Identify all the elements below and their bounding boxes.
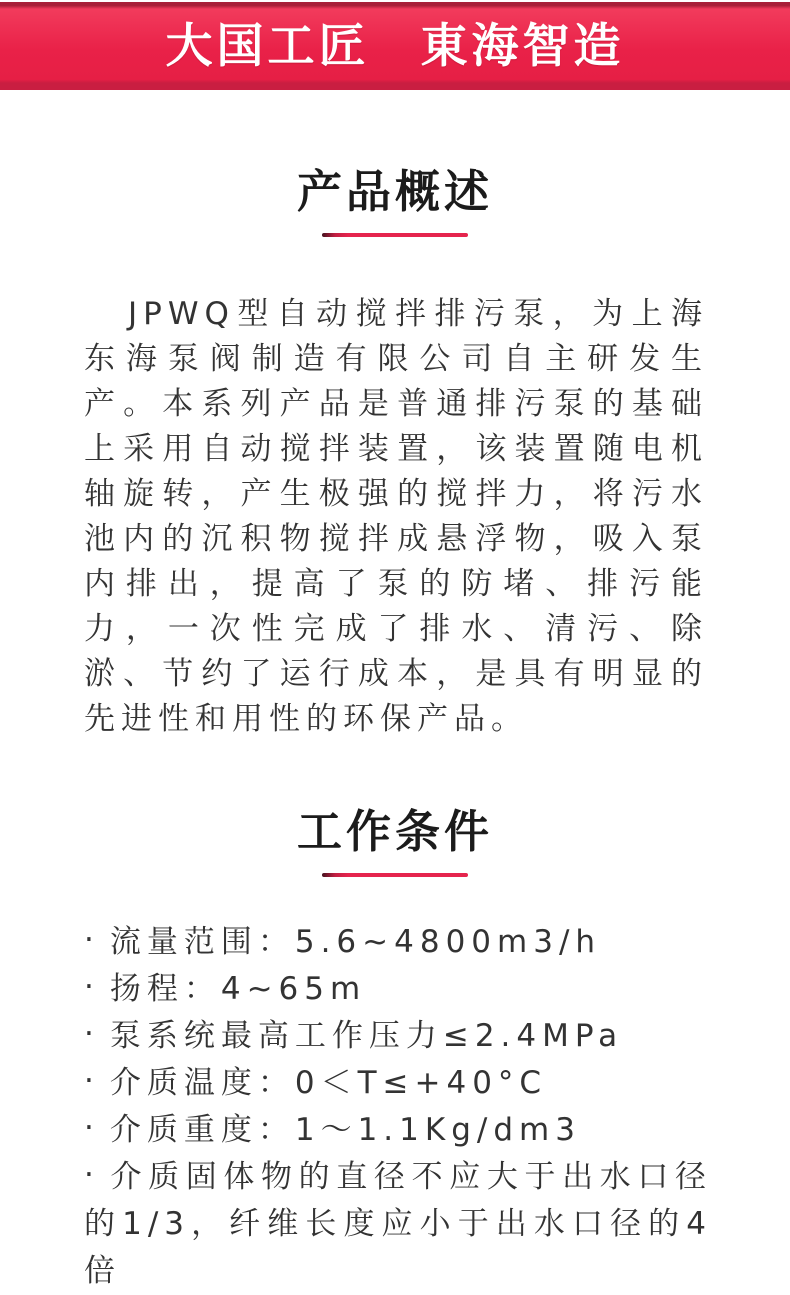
red-underline-divider [322,873,468,877]
conditions-list [84,919,712,1295]
condition-text: 扬程：4~65m [109,970,367,1007]
list-item-flow-range [84,919,712,966]
list-item-solid-diameter [84,1154,712,1295]
banner-title: 大国工匠 東海智造 [165,18,625,74]
bullet-dot-icon: · [84,921,100,958]
list-item-max-pressure [84,1013,712,1060]
bullet-dot-icon: · [84,1015,100,1052]
bullet-dot-icon: · [84,968,100,1005]
condition-text: 介质温度：0＜T≤+40°C [109,1064,548,1101]
condition-text: 流量范围：5.6~4800m3/h [109,923,602,960]
list-item-medium-density [84,1107,712,1154]
list-item-head [84,966,712,1013]
bullet-dot-icon: · [84,1156,100,1193]
condition-text: 泵系统最高工作压力≤2.4MPa [109,1017,624,1054]
red-underline-divider [322,233,468,237]
bullet-dot-icon: · [84,1062,100,1099]
list-item-medium-temperature [84,1060,712,1107]
page-content [0,166,790,1295]
condition-text: 介质固体物的直径不应大于出水口径的1/3，纤维长度应小于出水口径的4倍 [84,1158,712,1289]
overview-paragraph: JPWQ型自动搅拌排污泵，为上海东海泵阀制造有限公司自主研发生产。本系列产品是普通排污泵的基础上采用自动搅拌装置，该装置随电机轴旋转，产生极强的搅拌力，将污水池内的沉积物搅拌成悬浮物，吸入泵内排出，提高了泵的防堵、排污能力，一次性完成了排水、清污、除淤、节约了运行成本，是具有明显的先进性和用性的环保产品。 [84,295,708,737]
section-working-conditions [0,806,790,1295]
section-product-overview [0,166,790,742]
conditions-section-title: 工作条件 [296,804,493,858]
condition-text: 介质重度：1～1.1Kg/dm3 [109,1111,581,1148]
banner [0,2,790,90]
overview-section-title: 产品概述 [296,165,493,218]
bullet-dot-icon: · [84,1109,100,1146]
